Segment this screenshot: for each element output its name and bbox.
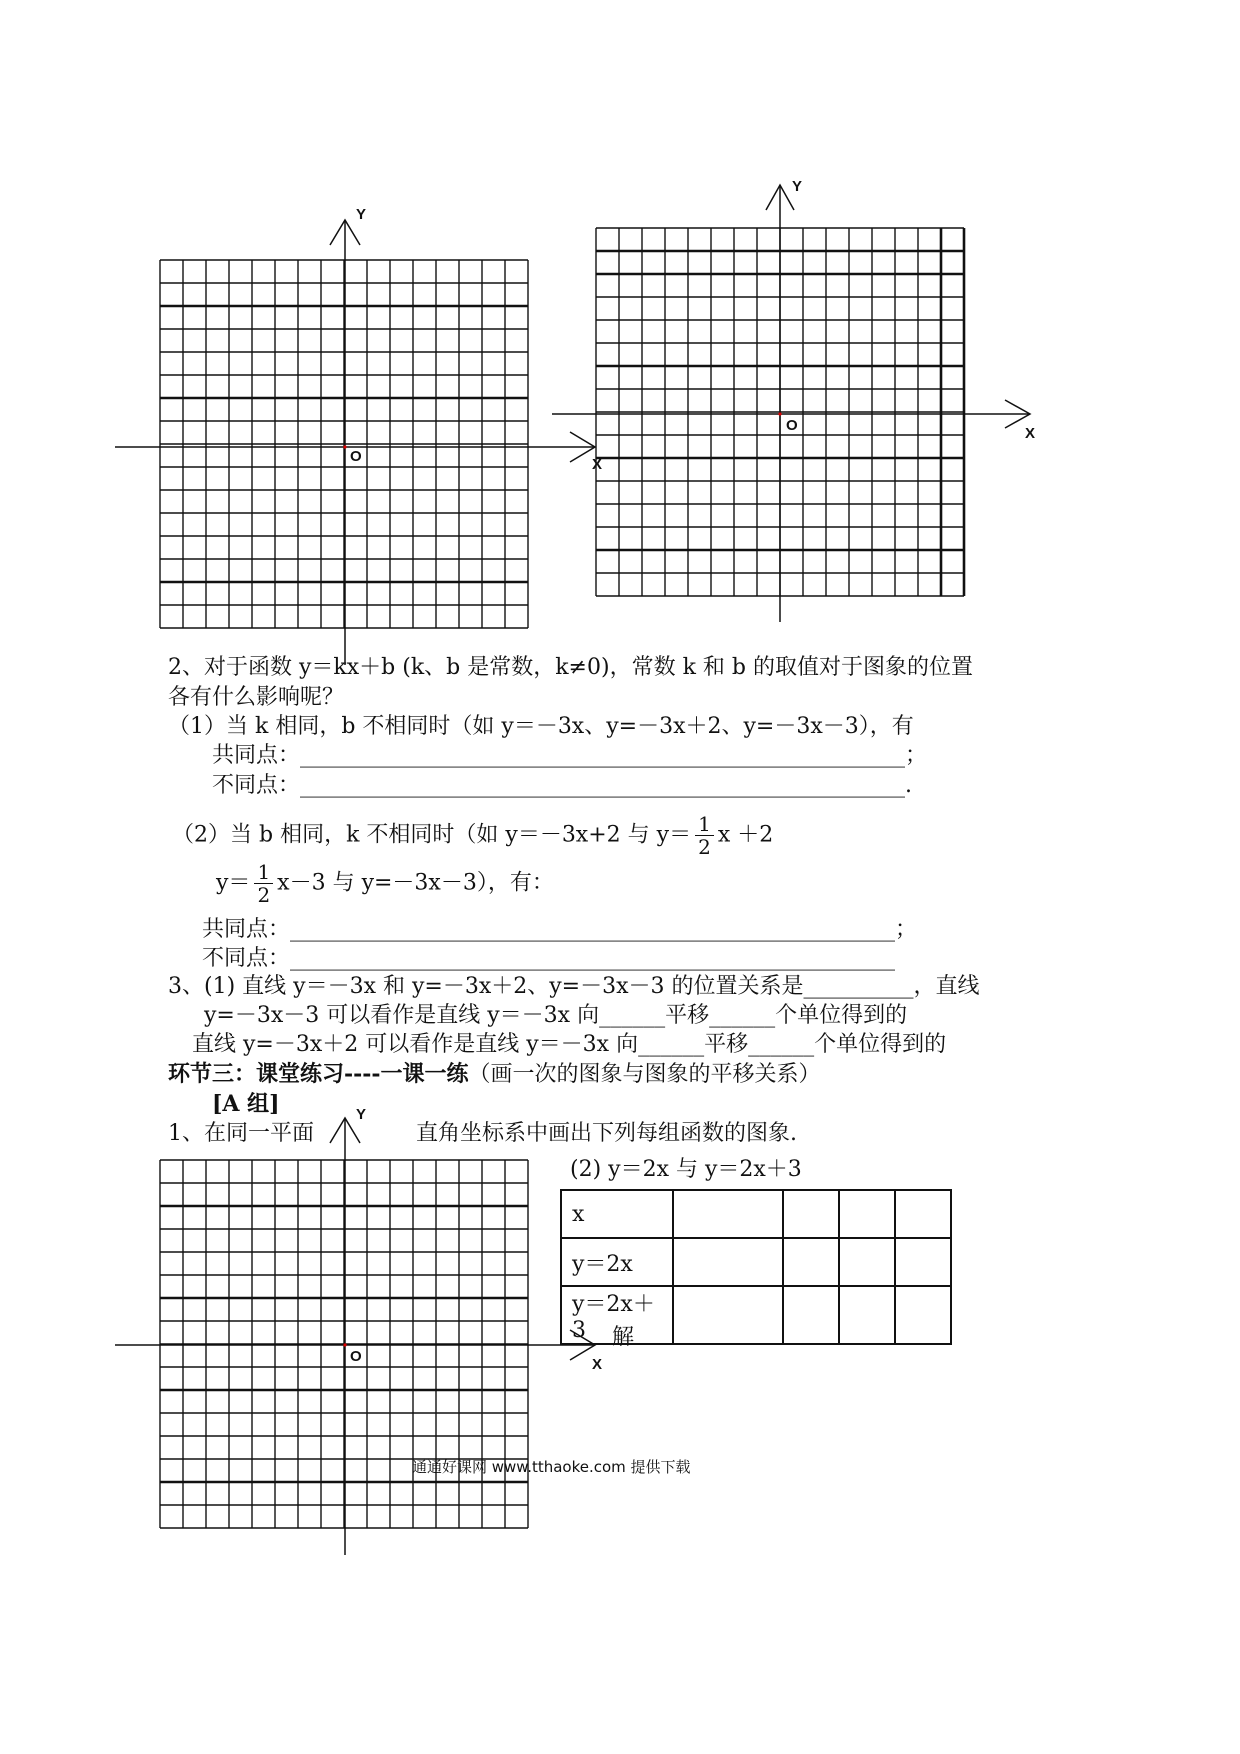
table-cell[interactable] <box>895 1286 951 1344</box>
q2-part2-line2 <box>216 861 554 906</box>
origin-label: O <box>350 448 362 465</box>
fraction-one-half: $\frac{1}{2}$ <box>695 813 714 858</box>
q2-part2-common: 共同点：_______________________________________________________； <box>202 917 918 942</box>
q2-part2-intro <box>172 813 773 858</box>
q3-line1: 3、(1) 直线 y＝－3x 和 y=－3x＋2、y=－3x－3 的位置关系是__________，直线 <box>168 974 980 999</box>
table-cell[interactable] <box>783 1238 839 1286</box>
origin-point <box>343 445 346 448</box>
table-cell[interactable] <box>673 1286 783 1344</box>
grid-lines <box>160 260 528 628</box>
origin-point <box>778 412 781 415</box>
y-axis-label: Y <box>356 206 367 223</box>
q2-part2-line2-a: y＝ <box>216 870 251 896</box>
table-cell[interactable] <box>895 1238 951 1286</box>
x-axis-label-left: X <box>592 456 603 473</box>
origin-point <box>343 1343 346 1346</box>
q2-part1-common: 共同点：_______________________________________________________； <box>212 743 928 768</box>
table-cell[interactable] <box>839 1190 895 1238</box>
q2-part2-intro-b: x ＋2 <box>717 822 774 848</box>
table-caption: (2) y＝2x 与 y＝2x＋3 <box>570 1157 802 1182</box>
q2-line2: 各有什么影响呢？ <box>168 685 345 710</box>
value-table <box>560 1189 952 1345</box>
q2-part2-line2-b: x－3 与 y=－3x－3），有： <box>277 870 554 896</box>
table-cell[interactable] <box>783 1286 839 1344</box>
q3-line2: y=－3x－3 可以看作是直线 y＝－3x 向______平移______个单位得到的 <box>204 1003 908 1028</box>
q3-line3: 直线 y=－3x＋2 可以看作是直线 y＝－3x 向______平移______个单位得到的 <box>192 1032 947 1057</box>
table-cell[interactable] <box>783 1190 839 1238</box>
y-axis-label: Y <box>356 1106 367 1123</box>
table-header-cell: x <box>561 1190 673 1238</box>
footer-source: 通通好课网 www.tthaoke.com 提供下载 <box>412 1458 691 1476</box>
coordinate-grid-1 <box>115 210 615 670</box>
q2-part1-diff: 不同点：_______________________________________________________. <box>212 773 912 798</box>
q2-part2-diff: 不同点：_______________________________________________________ <box>202 946 896 971</box>
table-cell[interactable] <box>839 1238 895 1286</box>
exercise1-a: 1、在同一平面 <box>168 1121 314 1146</box>
table-cell[interactable] <box>839 1286 895 1344</box>
section3-subtitle: （画一次的图象与图象的平移关系） <box>468 1062 821 1087</box>
y-axis-label: Y <box>792 178 803 195</box>
table-cell[interactable] <box>673 1190 783 1238</box>
q2-part1-intro: （1）当 k 相同，b 不相同时（如 y＝－3x、y=－3x＋2、y=－3x－3），有 <box>168 714 914 739</box>
group-a-label: [A 组] <box>212 1091 280 1117</box>
fraction-one-half: $\frac{1}{2}$ <box>254 861 273 906</box>
solution-label: 解 <box>612 1325 635 1350</box>
origin-label: O <box>350 1348 362 1365</box>
table-row <box>561 1190 951 1238</box>
table-cell[interactable] <box>895 1190 951 1238</box>
section3-heading <box>168 1059 821 1090</box>
origin-label: O <box>786 417 798 434</box>
exercise1-b: 直角坐标系中画出下列每组函数的图象. <box>416 1121 797 1146</box>
coordinate-grid-3 <box>115 1110 615 1560</box>
section3-title: 环节三：课堂练习----一课一练 <box>168 1061 469 1087</box>
x-axis-label: X <box>592 1356 603 1373</box>
x-axis-label: X <box>1025 425 1036 442</box>
q2-part2-intro-a: （2）当 b 相同，k 不相同时（如 y＝－3x+2 与 y＝ <box>172 822 692 848</box>
table-header-cell: y＝2x＋3 <box>561 1286 673 1344</box>
table-header-cell: y＝2x <box>561 1238 673 1286</box>
table-cell[interactable] <box>673 1238 783 1286</box>
q2-line1: 2、对于函数 y＝kx＋b (k、b 是常数，k≠0)，常数 k 和 b 的取值对于图象的位置 <box>168 655 973 680</box>
coordinate-grid-2 <box>550 180 1050 625</box>
table-row <box>561 1238 951 1286</box>
